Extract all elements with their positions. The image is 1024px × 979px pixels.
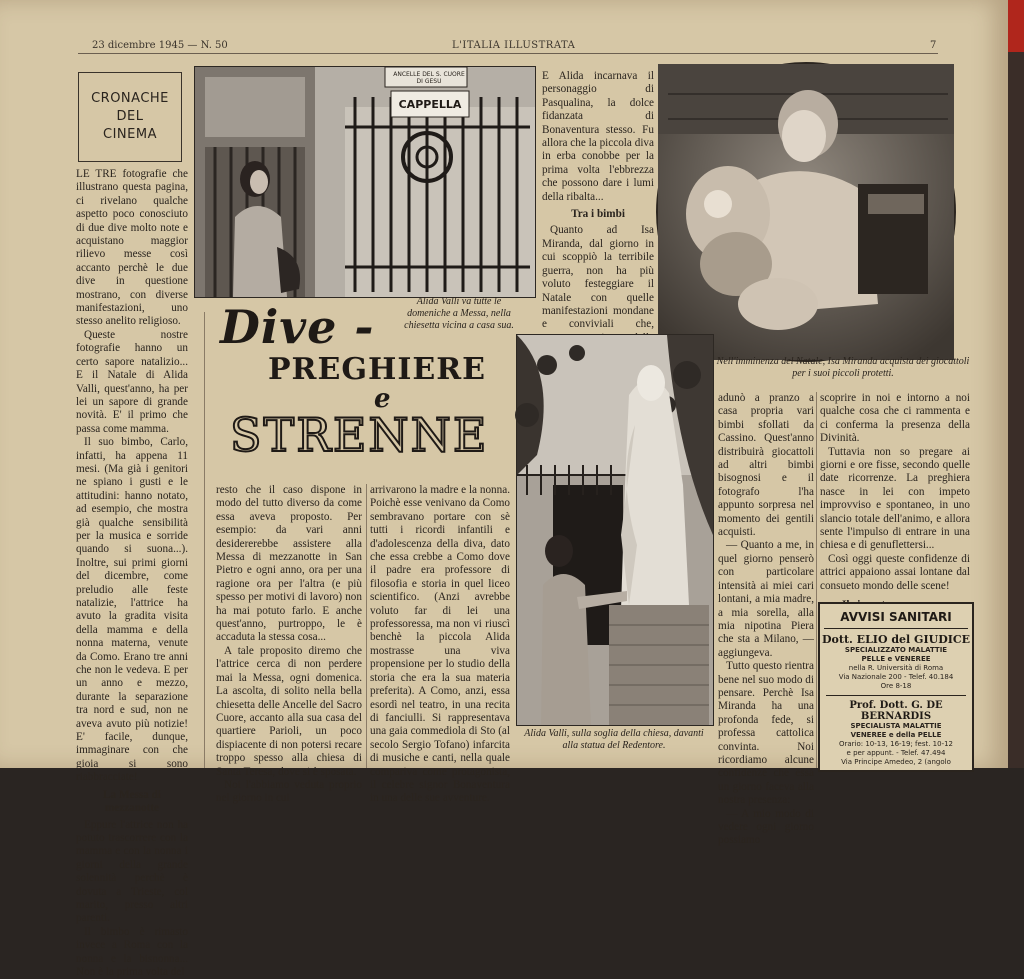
col1-subheading: La Messa di mezzanotte: [103, 788, 161, 815]
section-label-1: CRONACHE: [91, 91, 169, 106]
ad-doctor-1-line-5: Ore 8-18: [880, 682, 912, 690]
header-rule: [78, 53, 938, 54]
ads-divider: [826, 695, 966, 696]
col4-paragraph-1: E Alida incarnava il personaggio di Pasqualina, la dolce fidanzata di Bonaventura stesso. Fu allora che la piccola diva in erba conobbe per la prima volta l'ebbrezza che possono dare i lumi della ribalta...: [542, 70, 654, 203]
issue-date: 23 dicembre 1945 — N. 50: [92, 40, 228, 51]
statue-photo-art: [517, 335, 713, 725]
col1-paragraph-2: Queste nostre fotografie hanno un certo sapore natalizio... E il Natale di Alida Valli, quest'anno, ha per lei un sapore di grande novità. E' il primo che passa come mamma.: [76, 328, 188, 435]
col6-paragraph-1: scoprire in noi e intorno a noi qualche cosa che ci rammenta e ci conferma la presenza della Divinità.: [820, 392, 970, 445]
ad-doctor-2-line-5: Via Principe Amedeo, 2 (angolo: [841, 758, 951, 766]
col4-subheading: Tra i bimbi: [571, 208, 625, 221]
col1-paragraph-1: LE TRE fotografie che illustrano questa pagina, ci rivelano qualche aspetto poco conosciuto di due dive molto note e acquistano maggior rilievo messe così accanto perchè le due dive in questione mostrano, con diverse manifestazioni, uno stesso anelito religioso.: [76, 168, 188, 328]
isa-miranda-photo-art: [658, 64, 954, 360]
article-column-4: [542, 70, 654, 332]
headline-line-2: PREGHIERE: [268, 352, 487, 387]
ad-doctor-1-line-3: nella R. Università di Roma: [848, 664, 944, 672]
article-headline: [216, 298, 514, 474]
column-rule: [366, 484, 367, 768]
col2-paragraph-2: A tale proposito diremo che l'attrice cerca di non perdere mai la Messa, ogni domenica. La ascolta, di solito nella bella chiesetta delle Ancelle del Sacro Cuore, accanto alla sua casa del quartiere Parioli, un poco dispiacente di non potersi recare troppo spesso alla chiesa di Santa Teresa, dove si è sposata.: [216, 644, 362, 778]
col1-paragraph-3: Il suo bimbo, Carlo, infatti, ha appena 11 mesi. (Ma già i genitori ne spiano i gusti e le attitudini: hanno notato, ad esempio, che mostra già qualche sensibilità per la musica e sorride quando si suona...). Inoltre, sui primi giorni del dicembre, come preludio alle feste natalizie, l'attrice ha avuto la gradita visita della mamma e della nonna materna, venute da Como. Erano tre anni che non le vedeva. E per un anno e mezzo, durante la separazione tra nord e sud, non ne aveva avuto più notizie! E' facile, dunque, immaginare con che gioia si sono riabbracciate!: [76, 436, 188, 784]
caption-photo-1: Alida Valli va tutte le domeniche a Messa, nella chiesetta vicina a casa sua.: [404, 296, 514, 331]
col2-paragraph-3: Noi l'abbiamo veduta proprio nel giorno in cui: [216, 778, 362, 805]
caption-photo-3: Alida Valli, sulla soglia della chiesa, davanti alla statua del Redentore.: [524, 728, 704, 751]
headline-line-1: Dive -: [220, 300, 375, 354]
col2-paragraph-1: resto che il caso dispone in modo del tutto diverso da come essa aveva proposto. Per esempio: da vari anni desidererebbe assistere alla Messa di mezzanotte in San Pietro e ogni anno, ora per una ragione ora per l'altra (e più spesso per motivi di lavoro) non ha mai potuto farlo. E anche quest'anno, purtroppo, le è accaduta la stessa cosa...: [216, 484, 362, 644]
photo-isa-miranda-toys: [656, 62, 956, 362]
col1-paragraph-5: Il bimbo è rimasto invece a Roma con la nonna e la bisnonna... Non è la prima volta del: [76, 925, 188, 978]
chapel-gate-photo-art: [195, 67, 535, 297]
col6-paragraph-3: Così oggi queste confidenze di attrici appaiono assai lontane dal consueto mondo delle scene!: [820, 552, 970, 592]
ad-doctor-2-line-1: SPECIALISTA MALATTIE: [850, 722, 942, 730]
article-column-3: [370, 484, 510, 805]
section-label-3: CINEMA: [103, 127, 157, 142]
column-rule: [816, 392, 817, 768]
article-column-2: [216, 484, 362, 805]
chapel-sign-main: CAPPELLA: [398, 98, 462, 111]
headline-line-3: e: [374, 384, 391, 414]
col5-paragraph-1: adunò a pranzo a casa propria vari bimbi sfollati da Cassino. Quest'anno distribuirà giocattoli ad altri bimbi bisognosi e il fotografo l'ha appunto sorpresa nel momento dei gentili acquisti.: [718, 392, 814, 539]
column-rule: [204, 312, 205, 768]
col5-paragraph-4: — A mio modo di vedere ogni giorno possiamo: [718, 807, 814, 847]
photo-alida-valli-statue: [516, 334, 714, 726]
page-number: 7: [930, 40, 937, 51]
photo-alida-valli-chapel: [194, 66, 536, 298]
caption-photo-2: Nell'imminenza del Natale, Isa Miranda acquista dei giocattoli per i suoi piccoli protetti.: [716, 356, 970, 379]
col4-paragraph-2: Quanto ad Isa Miranda, dal giorno in cui scoppiò la terribile guerra, non ha più voluto festeggiare il Natale con quelle manifestazioni mondane e conviviali che,: [542, 224, 654, 331]
col5-paragraph-3: Tutto questo rientra bene nel suo modo di pensare. Perchè Isa Miranda ha una profonda fede, si professa cattolica convinta. Noi ricordiamo alcune confidenze che essa un giorno faceva alla nostra presenza:: [718, 660, 814, 807]
col3-paragraph-1: arrivarono la madre e la nonna. Poichè esse venivano da Como sembravano portare con sè tutti i ricordi infantili e d'adolescenza della diva, dato che essa crebbe a Como dove il padre era professore di filosofia e storia in quel liceo scientifico. (Anzi avrebbe voluto far di lei una professoressa, ma non vi riuscì benchè la piccola Alida mostrasse una viva propensione per lo studio della storia che era la sua materia preferita). A Como, anzi, essa esordì nel teatro, in una recita di fanciulli. Si rappresentava una gaia commediola di Sto (al secolo Sergio Tofano) infarcita di musiche e canti, nella quale compariva come protagonista, il celebre signor Bonaventura in una delle sue avventure.: [370, 484, 510, 805]
ad-doctor-2-line-2: VENEREE e della PELLE: [850, 731, 942, 739]
red-bookmark-tab: [1006, 0, 1024, 52]
col5-paragraph-2: — Quanto a me, in quel giorno penserò con particolare intensità ai miei cari lontani, a mia madre, a mia sorella, alla mia nipotina Piera che sta a Milano, — aggiungeva.: [718, 539, 814, 659]
article-column-5: [718, 392, 814, 847]
ad-doctor-1-line-1: SPECIALIZZATO MALATTIE: [844, 646, 948, 654]
col1-paragraph-4: Eppure l'attrice non ha potuto trascorrere con la mamma e con la nonna i giorni della grande solennità perchè è dovuta a Trieste, col marito, presso altri parenti.: [76, 818, 188, 925]
section-box: [78, 72, 182, 162]
ad-doctor-2-name: Prof. Dott. G. DE BERNARDIS: [849, 700, 943, 722]
article-column-1: [76, 168, 188, 978]
medical-ads-box: [818, 602, 974, 772]
article-column-6: [820, 392, 970, 596]
ad-doctor-2-line-3: Orario: 10-13, 16-19; fest. 10-12: [838, 740, 954, 748]
ad-doctor-2-line-4: e per appunt. - Telef. 47.494: [846, 749, 946, 757]
ad-doctor-1-line-4: Via Nazionale 200 - Telef. 40.184: [838, 673, 954, 681]
ads-heading: AVVISI SANITARI: [824, 604, 968, 629]
ad-doctor-1-name: Dott. ELIO del GIUDICE: [821, 633, 971, 646]
col6-paragraph-2: Tuttavia non so pregare ai giorni e ore fisse, secondo quelle date ricorrenze. La preghiera nasce in lei con impeto improvviso e spontaneo, in uno slancio totale dell'animo, e allora sente l'impulso di entrare in una chiesa e di genuflettersi...: [820, 445, 970, 552]
chapel-sign-small: ANCELLE DEL S. CUORE DI GESU: [393, 71, 465, 85]
headline-line-4: STRENNE: [230, 408, 489, 462]
masthead: L'ITALIA ILLUSTRATA: [452, 40, 576, 51]
section-label-2: DEL: [116, 109, 144, 124]
ad-doctor-1-line-2: PELLE e VENEREE: [861, 655, 931, 663]
